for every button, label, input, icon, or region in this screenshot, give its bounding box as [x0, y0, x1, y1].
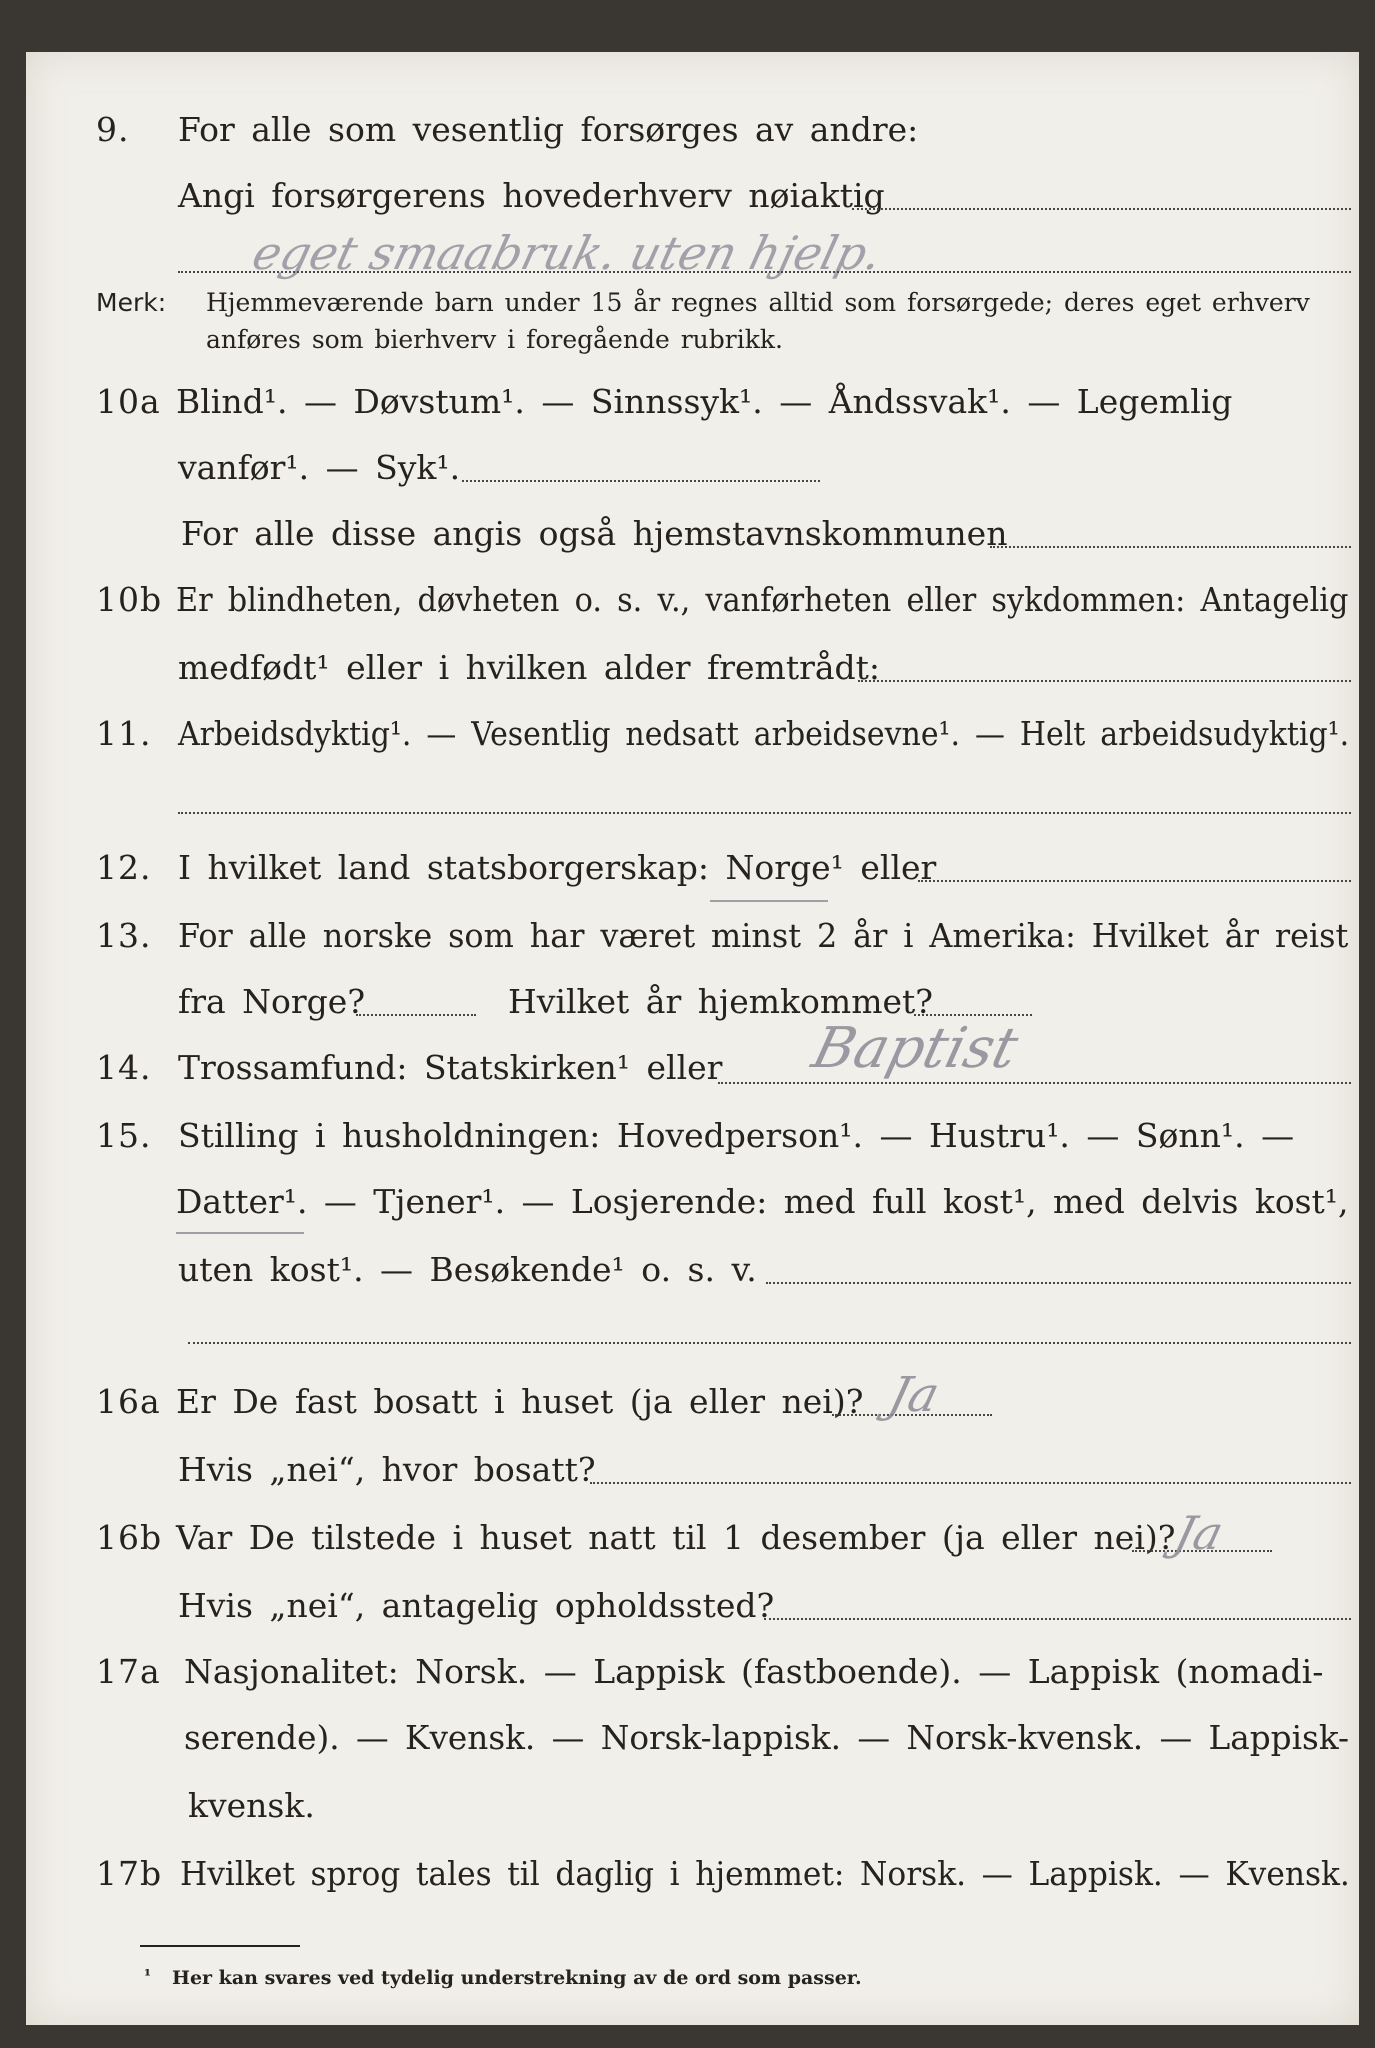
question-10b-line-2 [26, 648, 1359, 708]
question-10b [26, 580, 1359, 640]
question-text: medfødt¹ eller i hvilken alder fremtrådt: [178, 648, 881, 687]
answer-line [766, 1282, 1351, 1284]
question-number: 10b [96, 580, 163, 619]
question-text: Angi forsørgerens hovederhverv nøiaktig [178, 176, 885, 215]
question-text: kvensk. [188, 1786, 315, 1825]
question-15 [26, 1116, 1359, 1176]
question-text: I hvilket land statsborgerskap: Norge¹ eller [178, 848, 937, 887]
question-text: For alle som vesentlig forsørges av andre: [178, 110, 919, 149]
question-text: vanfør¹. — Syk¹. [178, 448, 461, 487]
question-13-line-2 [26, 982, 1359, 1042]
question-text: For alle disse angis også hjemstavnskommunen [181, 514, 1008, 553]
question-text: fra Norge? [178, 982, 366, 1021]
question-text: uten kost¹. — Besøkende¹ o. s. v. [178, 1250, 757, 1289]
question-number: 13. [96, 916, 152, 955]
question-text: Datter¹. — Tjener¹. — Losjerende: med full kost¹, med delvis kost¹, [176, 1182, 1349, 1221]
answer-line [188, 1342, 1351, 1344]
answer-line [852, 208, 1351, 210]
question-text: Hvis „nei“, antagelig opholdssted? [178, 1586, 775, 1625]
question-10a-line-2 [26, 448, 1359, 508]
question-10a [26, 382, 1359, 442]
question-text: Trossamfund: Statskirken¹ eller [178, 1048, 723, 1087]
question-number: 15. [96, 1116, 152, 1155]
question-13 [26, 916, 1359, 976]
question-number: 16a [96, 1382, 161, 1421]
question-text: Nasjonalitet: Norsk. — Lappisk (fastboende). — Lappisk (nomadi- [184, 1652, 1324, 1691]
note-text-line-2: anføres som bierhverv i foregående rubrikk. [206, 325, 783, 354]
answer-line [590, 1482, 1351, 1484]
question-16a-line-2 [26, 1450, 1359, 1510]
question-number: 11. [96, 714, 152, 753]
answer-line [178, 271, 1351, 273]
question-text: Er blindheten, døvheten o. s. v., vanførheten eller sykdommen: Antagelig [176, 580, 1349, 619]
footnote-text: Her kan svares ved tydelig understrekning av de ord som passer. [172, 1967, 862, 1989]
question-15-line-3 [26, 1250, 1359, 1310]
handwritten-answer: Ja [1169, 1506, 1229, 1560]
selection-underline [176, 1232, 304, 1234]
question-number: 17a [96, 1652, 161, 1691]
question-text: Stilling i husholdningen: Hovedperson¹. — Hustru¹. — Sønn¹. — [178, 1116, 1295, 1155]
question-12 [26, 848, 1359, 908]
question-text: Er De fast bosatt i huset (ja eller nei)? [176, 1382, 864, 1421]
handwritten-answer: eget smaabruk. uten hjelp. [247, 226, 888, 280]
question-17b [26, 1854, 1359, 1914]
question-number: 17b [96, 1854, 163, 1893]
question-text: Blind¹. — Døvstum¹. — Sinnssyk¹. — Åndssvak¹. — Legemlig [176, 382, 1233, 421]
question-number: 14. [96, 1048, 152, 1087]
question-text: Arbeidsdyktig¹. — Vesentlig nedsatt arbeidsevne¹. — Helt arbeidsudyktig¹. [178, 714, 1350, 753]
question-17a-line-3 [26, 1786, 1359, 1846]
question-14 [26, 1048, 1359, 1108]
answer-line [178, 812, 1351, 814]
note-text-line-1: Hjemmeværende barn under 15 år regnes alltid som forsørgede; deres eget erhverv [206, 288, 1310, 317]
question-text: Hvis „nei“, hvor bosatt? [178, 1450, 596, 1489]
question-16b-line-2 [26, 1586, 1359, 1646]
note-label: Merk: [96, 288, 167, 317]
question-16b [26, 1518, 1359, 1578]
answer-line [764, 1618, 1351, 1620]
handwritten-answer: Ja [883, 1367, 945, 1423]
question-number: 12. [96, 848, 152, 887]
question-16a [26, 1382, 1359, 1442]
answer-line [858, 680, 1351, 682]
question-9 [26, 110, 1359, 170]
question-17a [26, 1652, 1359, 1712]
question-number: 9. [96, 110, 130, 149]
answer-line [990, 546, 1351, 548]
question-text: Hvilket sprog tales til daglig i hjemmet: Norsk. — Lappisk. — Kvensk. [180, 1854, 1350, 1893]
question-17a-line-2 [26, 1718, 1359, 1778]
handwritten-answer: Baptist [806, 1016, 1025, 1081]
answer-line [718, 1082, 1351, 1084]
question-11 [26, 714, 1359, 774]
question-number: 10a [96, 382, 161, 421]
census-form-page [26, 52, 1359, 2025]
footnote-divider [140, 1945, 300, 1947]
answer-line [356, 1014, 476, 1016]
question-10a-line-3 [26, 514, 1359, 574]
answer-line [462, 480, 820, 482]
question-text: serende). — Kvensk. — Norsk-lappisk. — Norsk-kvensk. — Lappisk- [184, 1718, 1350, 1757]
question-number: 16b [96, 1518, 163, 1557]
answer-line [918, 880, 1351, 882]
footnote-mark: ¹ [144, 1966, 152, 1985]
selection-underline [710, 900, 828, 902]
question-text: Var De tilstede i huset natt til 1 desember (ja eller nei)? [176, 1518, 1176, 1557]
question-text: For alle norske som har været minst 2 år i Amerika: Hvilket år reist [178, 916, 1349, 955]
question-text: Hvilket år hjemkommet? [508, 982, 933, 1021]
